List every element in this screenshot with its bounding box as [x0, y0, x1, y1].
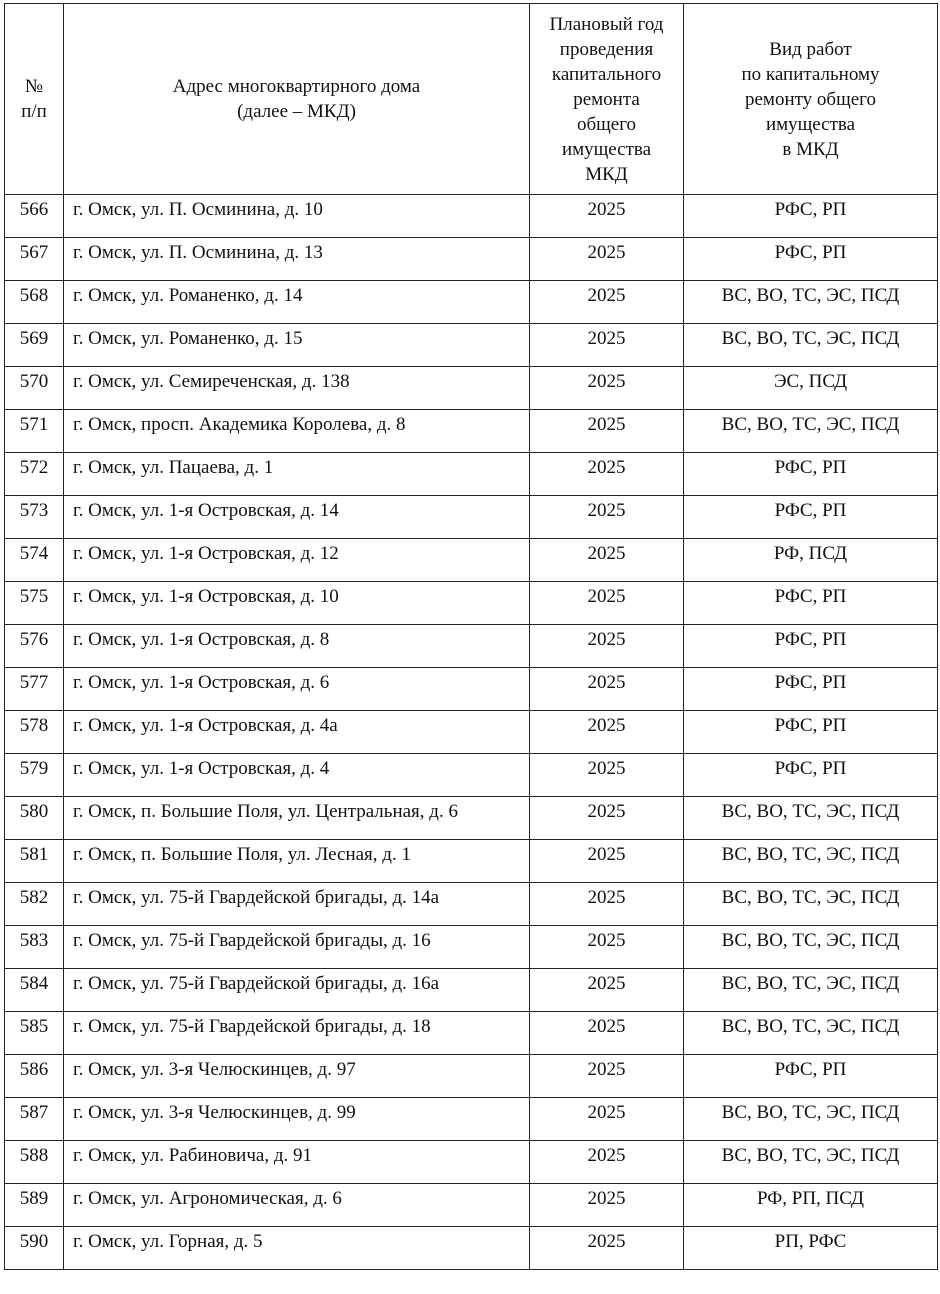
table-row	[5, 324, 938, 367]
row-year: 2025	[530, 1227, 684, 1270]
table-row	[5, 754, 938, 797]
row-works: ВС, ВО, ТС, ЭС, ПСД	[684, 926, 938, 969]
row-works: ВС, ВО, ТС, ЭС, ПСД	[684, 1141, 938, 1184]
table-row	[5, 1055, 938, 1098]
row-year: 2025	[530, 711, 684, 754]
row-address: г. Омск, ул. Агрономическая, д. 6	[64, 1184, 530, 1227]
row-number: 567	[5, 238, 64, 281]
table-row	[5, 410, 938, 453]
header-line: п/п	[21, 101, 47, 122]
row-works: ВС, ВО, ТС, ЭС, ПСД	[684, 840, 938, 883]
row-year: 2025	[530, 324, 684, 367]
header-line: имущества	[765, 113, 856, 135]
row-year: 2025	[530, 625, 684, 668]
table-row	[5, 1098, 938, 1141]
row-number: 590	[5, 1227, 64, 1270]
header-year	[530, 4, 684, 195]
table-row	[5, 926, 938, 969]
table-row	[5, 1141, 938, 1184]
row-number: 572	[5, 453, 64, 496]
table-row	[5, 1012, 938, 1055]
row-address: г. Омск, ул. 75-й Гвардейской бригады, д. 14а	[64, 883, 530, 926]
header-line: общего	[576, 113, 637, 135]
row-works: РФ, ПСД	[684, 539, 938, 582]
row-number: 566	[5, 195, 64, 238]
row-works: РФС, РП	[684, 1055, 938, 1098]
row-number: 584	[5, 969, 64, 1012]
row-address: г. Омск, п. Большие Поля, ул. Лесная, д. 1	[64, 840, 530, 883]
row-address: г. Омск, ул. Горная, д. 5	[64, 1227, 530, 1270]
row-works: ВС, ВО, ТС, ЭС, ПСД	[684, 797, 938, 840]
row-works: ЭС, ПСД	[684, 367, 938, 410]
row-number: 586	[5, 1055, 64, 1098]
row-address: г. Омск, п. Большие Поля, ул. Центральная, д. 6	[64, 797, 530, 840]
row-number: 577	[5, 668, 64, 711]
row-address: г. Омск, ул. Романенко, д. 14	[64, 281, 530, 324]
row-works: ВС, ВО, ТС, ЭС, ПСД	[684, 883, 938, 926]
row-number: 583	[5, 926, 64, 969]
row-number: 569	[5, 324, 64, 367]
table-row	[5, 453, 938, 496]
table-row	[5, 582, 938, 625]
header-line: Адрес многоквартирного дома	[172, 76, 421, 97]
header-line: Вид работ	[769, 38, 852, 60]
row-year: 2025	[530, 668, 684, 711]
row-works: РФ, РП, ПСД	[684, 1184, 938, 1227]
row-year: 2025	[530, 1098, 684, 1141]
row-works: РФС, РП	[684, 754, 938, 797]
row-year: 2025	[530, 539, 684, 582]
row-works: РФС, РП	[684, 238, 938, 281]
table-row	[5, 840, 938, 883]
row-number: 568	[5, 281, 64, 324]
row-address: г. Омск, просп. Академика Королева, д. 8	[64, 410, 530, 453]
table-row	[5, 496, 938, 539]
table-row	[5, 281, 938, 324]
table-row	[5, 625, 938, 668]
row-year: 2025	[530, 410, 684, 453]
row-address: г. Омск, ул. 1-я Островская, д. 4а	[64, 711, 530, 754]
header-line: Плановый год	[549, 13, 664, 35]
row-year: 2025	[530, 281, 684, 324]
row-year: 2025	[530, 1184, 684, 1227]
row-year: 2025	[530, 1141, 684, 1184]
row-number: 581	[5, 840, 64, 883]
row-address: г. Омск, ул. 1-я Островская, д. 10	[64, 582, 530, 625]
row-address: г. Омск, ул. Семиреченская, д. 138	[64, 367, 530, 410]
row-works: РП, РФС	[684, 1227, 938, 1270]
row-works: ВС, ВО, ТС, ЭС, ПСД	[684, 1098, 938, 1141]
row-number: 574	[5, 539, 64, 582]
row-works: ВС, ВО, ТС, ЭС, ПСД	[684, 410, 938, 453]
row-number: 580	[5, 797, 64, 840]
table-header-row	[5, 4, 938, 195]
header-line: ремонту общего	[745, 88, 876, 110]
row-number: 579	[5, 754, 64, 797]
row-number: 570	[5, 367, 64, 410]
row-year: 2025	[530, 195, 684, 238]
row-works: РФС, РП	[684, 668, 938, 711]
row-address: г. Омск, ул. Пацаева, д. 1	[64, 453, 530, 496]
row-year: 2025	[530, 238, 684, 281]
table-row	[5, 238, 938, 281]
table-row	[5, 797, 938, 840]
header-line: №	[24, 76, 44, 97]
table-row	[5, 711, 938, 754]
row-number: 585	[5, 1012, 64, 1055]
row-address: г. Омск, ул. 1-я Островская, д. 14	[64, 496, 530, 539]
row-year: 2025	[530, 840, 684, 883]
row-year: 2025	[530, 1055, 684, 1098]
repair-plan-table	[4, 3, 938, 1270]
header-works	[684, 4, 938, 195]
row-number: 587	[5, 1098, 64, 1141]
row-year: 2025	[530, 453, 684, 496]
header-line: имущества	[561, 138, 652, 160]
row-address: г. Омск, ул. П. Осминина, д. 13	[64, 238, 530, 281]
row-address: г. Омск, ул. 75-й Гвардейской бригады, д. 16	[64, 926, 530, 969]
document-page	[4, 3, 938, 1270]
row-year: 2025	[530, 883, 684, 926]
row-address: г. Омск, ул. 1-я Островская, д. 4	[64, 754, 530, 797]
table-row	[5, 195, 938, 238]
row-number: 578	[5, 711, 64, 754]
row-address: г. Омск, ул. П. Осминина, д. 10	[64, 195, 530, 238]
table-row	[5, 1184, 938, 1227]
row-year: 2025	[530, 969, 684, 1012]
row-number: 582	[5, 883, 64, 926]
row-address: г. Омск, ул. Рабиновича, д. 91	[64, 1141, 530, 1184]
row-year: 2025	[530, 1012, 684, 1055]
header-line: (далее – МКД)	[237, 101, 356, 122]
row-address: г. Омск, ул. 3-я Челюскинцев, д. 99	[64, 1098, 530, 1141]
table-row	[5, 539, 938, 582]
row-number: 576	[5, 625, 64, 668]
row-works: РФС, РП	[684, 496, 938, 539]
row-number: 573	[5, 496, 64, 539]
row-address: г. Омск, ул. 1-я Островская, д. 6	[64, 668, 530, 711]
header-line: ремонта	[573, 88, 640, 110]
header-line: МКД	[585, 163, 628, 185]
row-works: РФС, РП	[684, 625, 938, 668]
row-year: 2025	[530, 797, 684, 840]
row-year: 2025	[530, 582, 684, 625]
row-works: ВС, ВО, ТС, ЭС, ПСД	[684, 1012, 938, 1055]
row-year: 2025	[530, 926, 684, 969]
row-works: ВС, ВО, ТС, ЭС, ПСД	[684, 324, 938, 367]
row-year: 2025	[530, 367, 684, 410]
table-row	[5, 1227, 938, 1270]
table-body	[5, 195, 938, 1270]
row-works: РФС, РП	[684, 582, 938, 625]
table-row	[5, 367, 938, 410]
row-address: г. Омск, ул. 1-я Островская, д. 12	[64, 539, 530, 582]
row-works: РФС, РП	[684, 453, 938, 496]
row-number: 588	[5, 1141, 64, 1184]
header-line: по капитальному	[741, 63, 880, 85]
row-year: 2025	[530, 496, 684, 539]
row-works: ВС, ВО, ТС, ЭС, ПСД	[684, 969, 938, 1012]
row-address: г. Омск, ул. 75-й Гвардейской бригады, д. 16а	[64, 969, 530, 1012]
row-address: г. Омск, ул. 3-я Челюскинцев, д. 97	[64, 1055, 530, 1098]
header-number	[5, 4, 64, 195]
table-row	[5, 883, 938, 926]
row-year: 2025	[530, 754, 684, 797]
row-number: 575	[5, 582, 64, 625]
row-address: г. Омск, ул. 1-я Островская, д. 8	[64, 625, 530, 668]
row-address: г. Омск, ул. Романенко, д. 15	[64, 324, 530, 367]
row-number: 589	[5, 1184, 64, 1227]
table-row	[5, 969, 938, 1012]
row-number: 571	[5, 410, 64, 453]
header-line: в МКД	[782, 138, 839, 160]
row-address: г. Омск, ул. 75-й Гвардейской бригады, д. 18	[64, 1012, 530, 1055]
row-works: РФС, РП	[684, 195, 938, 238]
header-address	[64, 4, 530, 195]
header-line: проведения	[559, 38, 654, 60]
header-line: капитального	[551, 63, 662, 85]
row-works: ВС, ВО, ТС, ЭС, ПСД	[684, 281, 938, 324]
table-row	[5, 668, 938, 711]
row-works: РФС, РП	[684, 711, 938, 754]
